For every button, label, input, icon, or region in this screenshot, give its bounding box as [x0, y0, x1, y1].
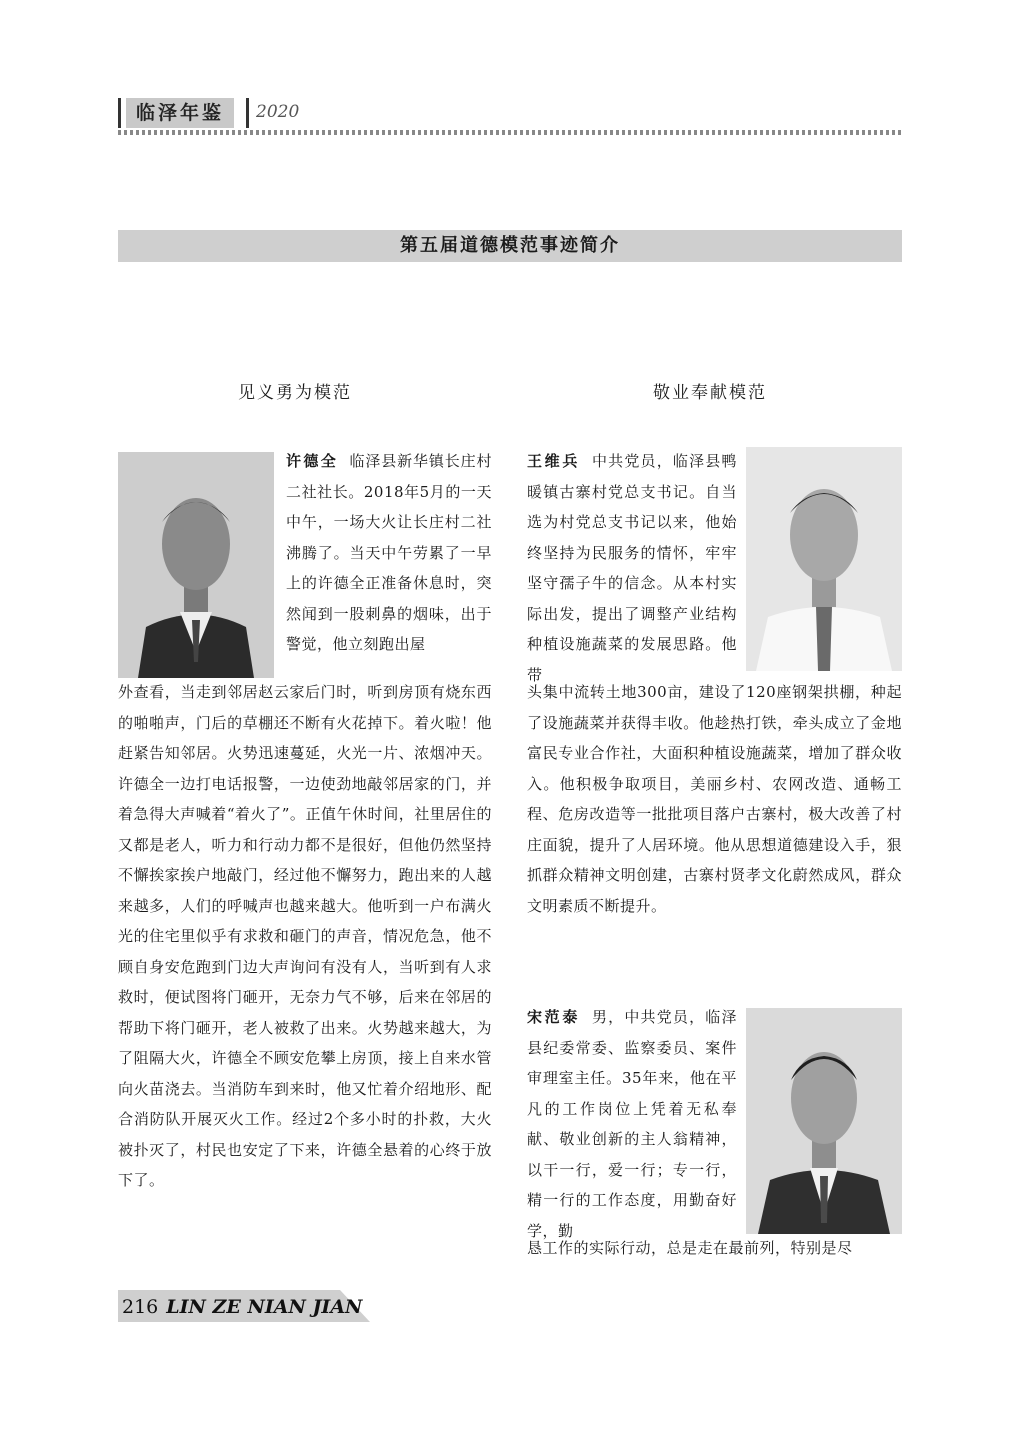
category-left: 见义勇为模范	[238, 383, 352, 403]
header-bar-left	[118, 98, 121, 128]
category-right: 敬业奉献模范	[653, 383, 767, 403]
article-xu-body: 外查看，当走到邻居赵云家后门时，听到房顶有烧东西的啪啪声，门后的草棚还不断有火花掉下。着火啦！他赶紧告知邻居。火势迅速蔓延，火光一片、浓烟冲天。许德全一边打电话报警，一边使劲地敲邻居家的门，并着急得大声喊着“着火了”。正值午休时间，社里居住的又都是老人，听力和行动力都不是很好，但他仍然坚持不懈挨家挨户地敲门，经过他不懈努力，跑出来的人越来越多，人们的呼喊声也越来越大。他听到一户布满火光的住宅里似乎有求救和砸门的声音，情况危急，他不顾自身安危跑到门边大声询问有没有人，当听到有人求救时，便试图将门砸开，无奈力气不够，后来在邻居的帮助下将门砸开，老人被救了出来。火势越来越大，为了阻隔大火，许德全不顾安危攀上房顶，接上自来水管向火苗浇去。当消防车到来时，他又忙着介绍地形、配合消防队开展灭火工作。经过2个多小时的扑救，大火被扑灭了，村民也安定了下来，许德全悬着的心终于放下了。	[118, 683, 492, 1189]
header-rule	[118, 130, 902, 135]
header-year: 2020	[256, 102, 300, 122]
person-name-wang: 王维兵	[527, 452, 581, 470]
header-title: 临泽年鉴	[126, 98, 234, 128]
article-song-intro-text: 男，中共党员，临泽县纪委常委、监察委员、案件审理室主任。35年来，他在平凡的工作岗位上凭着无私奉献、敬业创新的主人翁精神，以干一行，爱一行；专一行，精一行的工作态度，用勤奋好学，勤	[527, 1008, 737, 1240]
footer-title: LIN ZE NIAN JIAN	[166, 1296, 363, 1318]
article-xu-intro-text: 临泽县新华镇长庄村二社社长。2018年5月的一天中午，一场大火让长庄村二社沸腾了。当天中午劳累了一早上的许德全正准备休息时，突然闻到一股刺鼻的烟味，出于警觉，他立刻跑出屋	[286, 452, 492, 653]
page-number: 216	[122, 1296, 159, 1318]
portrait-wang	[746, 447, 902, 671]
portrait-song	[746, 1008, 902, 1234]
article-song-body: 恳工作的实际行动，总是走在最前列，特别是尽	[527, 1239, 853, 1257]
person-name-song: 宋范泰	[527, 1008, 581, 1026]
header-bar-right	[246, 98, 249, 128]
article-wang-intro-text: 中共党员，临泽县鸭暖镇古寨村党总支书记。自当选为村党总支书记以来，他始终坚持为民服务的情怀，牢牢坚守孺子牛的信念。从本村实际出发，提出了调整产业结构种植设施蔬菜的发展思路。他带	[527, 452, 737, 684]
running-header	[118, 96, 902, 136]
article-xu-intro	[286, 446, 492, 660]
person-name-xu: 许德全	[286, 452, 339, 470]
article-wang-intro	[527, 446, 737, 690]
section-title: 第五届道德模范事迹简介	[118, 230, 902, 262]
portrait-xu	[118, 452, 274, 678]
article-wang-body: 头集中流转土地300亩，建设了120座钢架拱棚，种起了设施蔬菜并获得丰收。他趁热打铁，牵头成立了金地富民专业合作社，大面积种植设施蔬菜，增加了群众收入。他积极争取项目，美丽乡村、农网改造、通畅工程、危房改造等一批批项目落户古寨村，极大改善了村庄面貌，提升了人居环境。他从思想道德建设入手，狠抓群众精神文明创建，古寨村贤孝文化蔚然成风，群众文明素质不断提升。	[527, 683, 902, 915]
footer	[122, 1294, 362, 1320]
article-song-intro	[527, 1002, 737, 1246]
